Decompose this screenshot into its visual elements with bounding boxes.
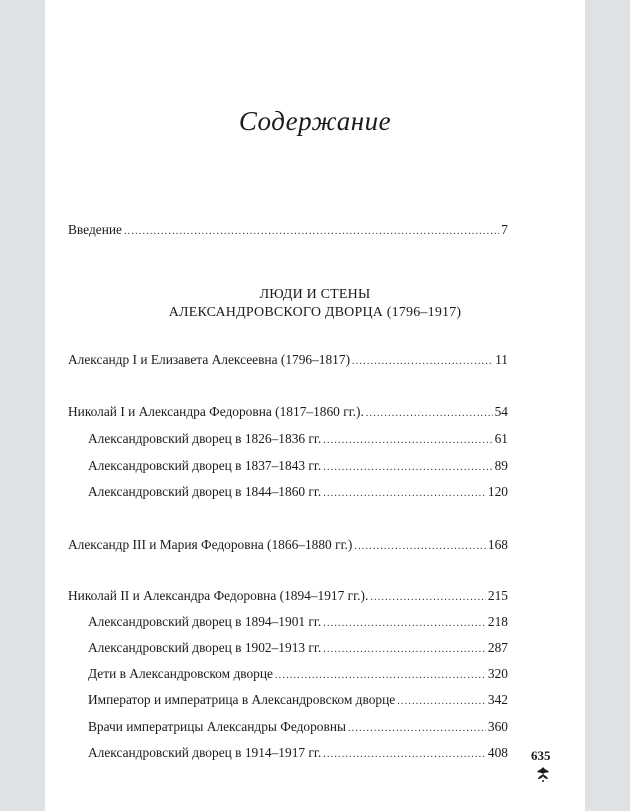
- page-number: 635: [531, 748, 551, 763]
- toc-entry-title: Александр III и Мария Федоровна (1866–1880 гг.): [68, 537, 353, 552]
- toc-entry-title: Александровский дворец в 1826–1836 гг.: [88, 431, 322, 446]
- fleuron-icon: [535, 766, 551, 782]
- leader-dots: [366, 408, 493, 419]
- leader-dots: [323, 462, 492, 473]
- leader-dots: [323, 488, 486, 499]
- leader-dots: [323, 644, 486, 655]
- toc-entry-page: 218: [487, 614, 508, 629]
- leader-dots: [370, 592, 486, 603]
- toc-entry-title: Александр I и Елизавета Алексеевна (1796–1817): [68, 352, 351, 367]
- toc-entry-page: 360: [487, 719, 508, 734]
- toc-subentry: [88, 640, 508, 656]
- toc-subentry: [88, 431, 508, 447]
- toc-entry-title: Врачи императрицы Александры Федоровны: [88, 719, 346, 734]
- toc-entry-page: 408: [487, 745, 508, 760]
- book-page: [45, 0, 585, 811]
- leader-dots: [323, 749, 486, 760]
- toc-entry-title: Император и императрица в Александровском дворце: [88, 692, 396, 707]
- leader-dots: [275, 670, 486, 681]
- toc-entry-title: Александровский дворец в 1894–1901 гг.: [88, 614, 322, 629]
- toc-subentry: [88, 692, 508, 708]
- toc-entry-page: 287: [487, 640, 508, 655]
- section-heading-line1: ЛЮДИ И СТЕНЫ: [259, 287, 371, 302]
- toc-entry-page: 11: [495, 352, 508, 367]
- leader-dots: [348, 723, 486, 734]
- toc-entry-title: Николай II и Александра Федоровна (1894–1917 гг.).: [68, 588, 369, 603]
- toc-subentry: [88, 484, 508, 500]
- toc-entry-title: Николай I и Александра Федоровна (1817–1860 гг.).: [68, 404, 364, 419]
- toc-entry: [68, 537, 508, 553]
- toc-entry-title: Дети в Александровском дворце: [88, 666, 273, 681]
- toc-subentry: [88, 745, 508, 761]
- toc-entry-page: 215: [487, 588, 508, 603]
- section-heading-line2: АЛЕКСАНДРОВСКОГО ДВОРЦА (1796–1917): [168, 305, 462, 320]
- toc-entry-page: 342: [487, 692, 508, 707]
- toc-entry-page: 89: [494, 458, 508, 473]
- toc-entry-page: 320: [487, 666, 508, 681]
- toc-entry-title: Александровский дворец в 1902–1913 гг.: [88, 640, 322, 655]
- toc-entry: [68, 352, 508, 368]
- leader-dots: [323, 618, 486, 629]
- toc-subentry: [88, 666, 508, 682]
- toc-subentry: [88, 458, 508, 474]
- toc-entry-page: 120: [487, 484, 508, 499]
- leader-dots: [124, 226, 499, 237]
- toc-entry-page: 7: [501, 222, 508, 237]
- leader-dots: [352, 356, 493, 367]
- toc-entry-page: 54: [494, 404, 508, 419]
- toc-entry-title: Александровский дворец в 1837–1843 гг.: [88, 458, 322, 473]
- leader-dots: [397, 696, 486, 707]
- toc-entry: [68, 404, 508, 420]
- leader-dots: [323, 435, 492, 446]
- page-title: Содержание: [238, 106, 392, 136]
- toc-entry-title: Александровский дворец в 1914–1917 гг.: [88, 745, 322, 760]
- toc-subentry: [88, 614, 508, 630]
- toc-entry: [68, 588, 508, 604]
- toc-entry-title: Введение: [68, 222, 122, 237]
- toc-entry: [68, 222, 508, 238]
- toc-entry-page: 61: [494, 431, 508, 446]
- toc-entry-title: Александровский дворец в 1844–1860 гг.: [88, 484, 322, 499]
- toc-entry-page: 168: [487, 537, 508, 552]
- toc-subentry: [88, 719, 508, 735]
- leader-dots: [354, 541, 486, 552]
